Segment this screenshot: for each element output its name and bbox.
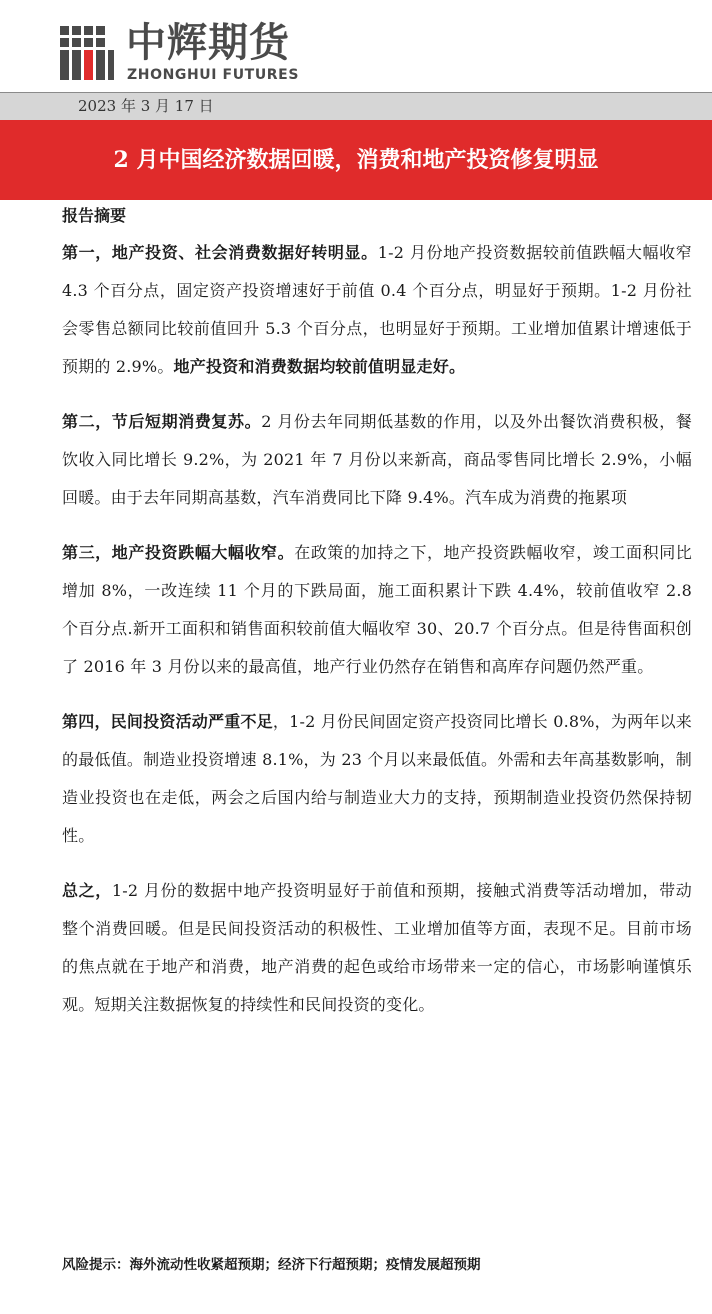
summary-paragraph-1	[62, 234, 692, 386]
report-summary	[62, 204, 692, 1024]
paragraph-5-lead: 总之，	[62, 881, 112, 900]
paragraph-4-body: ，1-2 月份民间固定资产投资同比增长 0.8%，为两年以来的最低值。制造业投资增速 8.1%，为 23 个月以来最低值。外需和去年高基数影响，制造业投资也在走低，两会之后国内给与制造业大力的支持，预期制造业投资仍然保持韧性。	[62, 712, 692, 845]
paragraph-1-lead: 第一，地产投资、社会消费数据好转明显。	[62, 243, 378, 262]
logo-name-cn: 中辉期货	[126, 20, 290, 66]
report-title: 2 月中国经济数据回暖，消费和地产投资修复明显	[113, 147, 599, 173]
report-date: 2023 年 3 月 17 日	[78, 97, 214, 115]
logo-name-en: ZHONGHUI FUTURES	[127, 67, 300, 83]
logo-mark-icon	[58, 24, 116, 82]
summary-paragraph-2	[62, 403, 692, 517]
date-bar	[0, 92, 712, 120]
paragraph-2-lead: 第二，节后短期消费复苏。	[62, 412, 262, 431]
summary-paragraph-3	[62, 534, 692, 686]
paragraph-1-body: 1-2 月份地产投资数据较前值跌幅大幅收窄 4.3 个百分点，固定资产投资增速好于前值 0.4 个百分点，明显好于预期。1-2 月份社会零售总额同比较前值回升 5.3 个百分点，也明显好于预期。工业增加值累计增速低于预期的 2.9%。	[62, 243, 692, 376]
paragraph-1-tail: 地产投资和消费数据均较前值明显走好。	[173, 357, 466, 376]
risk-note: 风险提示：海外流动性收紧超预期；经济下行超预期；疫情发展超预期	[62, 1257, 481, 1273]
summary-paragraph-5	[62, 872, 692, 1024]
paragraph-2-body: 2 月份去年同期低基数的作用，以及外出餐饮消费积极，餐饮收入同比增长 9.2%，为 2021 年 7 月份以来新高，商品零售同比增长 2.9%，小幅回暖。由于去年同期高基数，汽车消费同比下降 9.4%。汽车成为消费的拖累项	[62, 412, 692, 507]
summary-heading: 报告摘要	[62, 206, 127, 225]
paragraph-3-lead: 第三，地产投资跌幅大幅收窄。	[62, 543, 295, 562]
paragraph-5-body: 1-2 月份的数据中地产投资明显好于前值和预期，接触式消费等活动增加，带动整个消费回暖。但是民间投资活动的积极性、工业增加值等方面，表现不足。目前市场的焦点就在于地产和消费，地产消费的起色或给市场带来一定的信心，市场影响谨慎乐观。短期关注数据恢复的持续性和民间投资的变化。	[62, 881, 692, 1014]
company-logo	[58, 20, 358, 86]
paragraph-4-lead: 第四，民间投资活动严重不足	[62, 712, 273, 731]
paragraph-3-body: 在政策的加持之下，地产投资跌幅收窄，竣工面积同比增加 8%，一改连续 11 个月的下跌局面，施工面积累计下跌 4.4%，较前值收窄 2.8 个百分点.新开工面积和销售面积较前值大幅收窄 30、20.7 个百分点。但是待售面积创了 2016 年 3 月份以来的最高值，地产行业仍然存在销售和高库存问题仍然严重。	[62, 543, 692, 676]
title-banner	[0, 120, 712, 200]
summary-paragraph-4	[62, 703, 692, 855]
